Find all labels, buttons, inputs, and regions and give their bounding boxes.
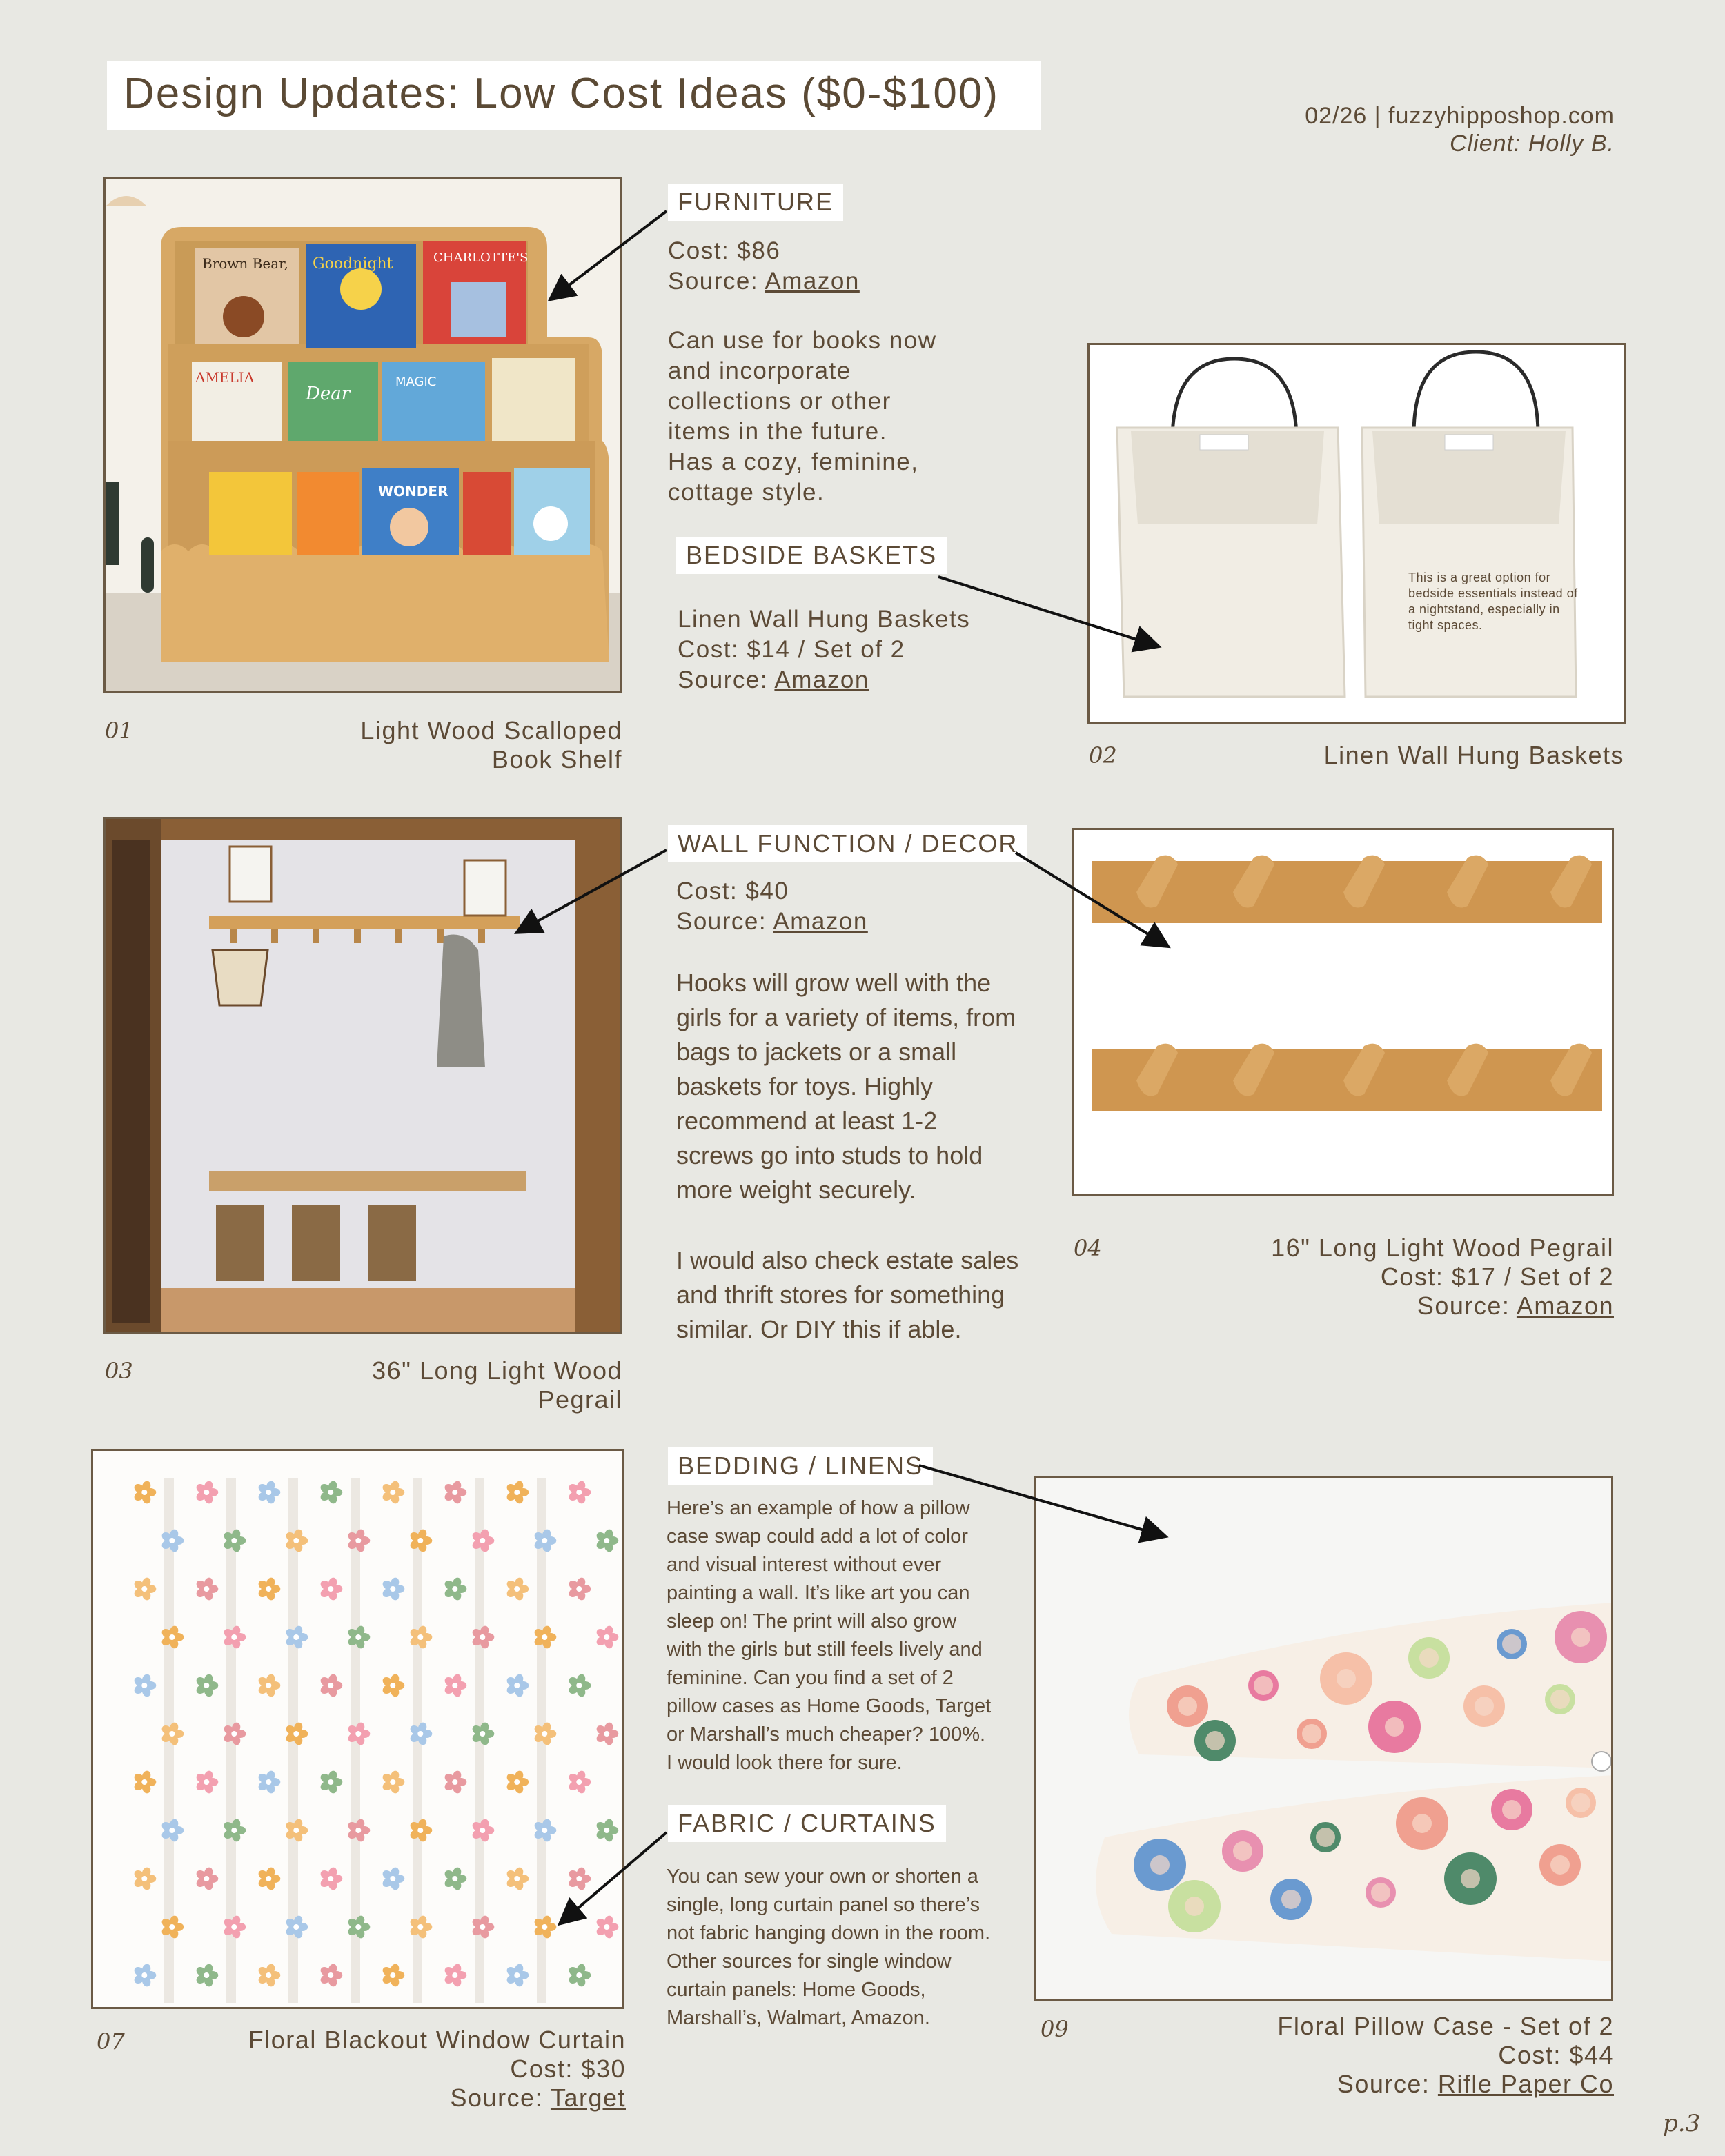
item-number: 07 xyxy=(97,2028,125,2055)
svg-text:Goodnight: Goodnight xyxy=(313,255,393,273)
wall-description-2 xyxy=(676,1243,1018,1347)
pegrail-room-image xyxy=(103,817,622,1334)
caption-line: Linen Wall Hung Baskets xyxy=(1323,741,1624,769)
fabric-description xyxy=(667,1863,990,2033)
desc-line: Other sources for single window xyxy=(667,1950,952,1972)
desc-line: You can sew your own or shorten a xyxy=(667,1866,978,1888)
wall-cost: Cost: $40 xyxy=(676,878,789,904)
pillow-caption xyxy=(1277,2012,1614,2099)
fabric-tag: FABRIC / CURTAINS xyxy=(668,1805,946,1842)
desc-line: or Marshall’s much cheaper? 100%. xyxy=(667,1723,986,1745)
svg-text:MAGIC: MAGIC xyxy=(395,375,437,389)
bookshelf-caption xyxy=(360,716,622,774)
furniture-tag: FURNITURE xyxy=(668,184,843,221)
desc-line: baskets for toys. Highly xyxy=(676,1072,934,1100)
item-number: 02 xyxy=(1089,742,1117,769)
desc-line: Has a cozy, feminine, xyxy=(668,448,919,475)
baskets-illustration xyxy=(1090,345,1626,724)
source-label: Source: xyxy=(1337,2070,1438,2098)
desc-line: collections or other xyxy=(668,388,891,415)
baskets-note: This is a great option for bedside essentials instead of a nightstand, especially in tight spaces. xyxy=(1408,571,1578,632)
desc-line: painting a wall. It’s like art you can xyxy=(667,1582,970,1604)
desc-line: and thrift stores for something xyxy=(676,1280,1005,1309)
page-title-box xyxy=(107,61,1041,130)
bedding-description xyxy=(667,1494,991,1777)
caption-source xyxy=(1277,2070,1614,2099)
caption-source xyxy=(1271,1292,1614,1321)
bookshelf-illustration xyxy=(106,179,622,693)
desc-line: single, long curtain panel so there’s xyxy=(667,1894,980,1916)
desc-line: and visual interest without ever xyxy=(667,1554,942,1576)
desc-line: more weight securely. xyxy=(676,1176,916,1204)
curtain-caption xyxy=(248,2026,626,2113)
baskets-caption xyxy=(1324,741,1624,770)
curtain-illustration xyxy=(93,1451,624,2009)
pegrail-image xyxy=(1072,828,1614,1196)
source-label: Source: xyxy=(678,666,775,693)
item-number: 04 xyxy=(1074,1235,1102,1261)
desc-line: I would look there for sure. xyxy=(667,1752,903,1774)
item-number: 09 xyxy=(1041,2016,1069,2042)
item-number: 03 xyxy=(105,1358,133,1384)
desc-line: not fabric hanging down in the room. xyxy=(667,1922,991,1944)
furniture-source xyxy=(668,266,860,297)
wall-description xyxy=(676,966,1016,1207)
client-name: Client: Holly B. xyxy=(1450,130,1615,157)
caption-line: 36" Long Light Wood xyxy=(372,1356,622,1385)
item-number: 01 xyxy=(105,718,133,744)
date-site: 02/26 | fuzzyhipposhop.com xyxy=(1305,103,1615,129)
desc-line: with the girls but still feels lively and xyxy=(667,1639,983,1661)
amazon-link[interactable]: Amazon xyxy=(765,268,860,295)
baskets-tag: BEDSIDE BASKETS xyxy=(676,537,947,574)
desc-line: recommend at least 1-2 xyxy=(676,1107,938,1135)
desc-line: cottage style. xyxy=(668,479,825,506)
desc-line: bags to jackets or a small xyxy=(676,1038,957,1066)
desc-line: Can use for books now xyxy=(668,327,937,354)
caption-line: Floral Blackout Window Curtain xyxy=(248,2026,626,2054)
desc-line: girls for a variety of items, from xyxy=(676,1003,1016,1031)
svg-text:Dear: Dear xyxy=(306,384,351,404)
page-title: Design Updates: Low Cost Ideas ($0-$100) xyxy=(124,70,999,117)
source-label: Source: xyxy=(668,268,765,295)
source-label: Source: xyxy=(450,2084,551,2112)
bookshelf-image xyxy=(103,177,622,693)
baskets-image xyxy=(1087,343,1626,724)
desc-line: items in the future. xyxy=(668,418,887,445)
furniture-description xyxy=(668,326,936,508)
wall-tag: WALL FUNCTION / DECOR xyxy=(668,825,1027,862)
caption-line: Cost: $44 xyxy=(1498,2041,1614,2069)
pillow-illustration xyxy=(1036,1478,1613,2001)
desc-line: Marshall’s, Walmart, Amazon. xyxy=(667,2007,930,2029)
curtain-image xyxy=(91,1449,624,2009)
desc-line: pillow cases as Home Goods, Target xyxy=(667,1695,992,1717)
caption-line: Book Shelf xyxy=(491,745,622,773)
caption-line: Floral Pillow Case - Set of 2 xyxy=(1277,2012,1614,2040)
wall-source xyxy=(676,907,868,937)
desc-line: I would also check estate sales xyxy=(676,1246,1019,1274)
pegrail-illustration xyxy=(1074,830,1614,1196)
source-label: Source: xyxy=(676,908,773,935)
caption-line: 16" Long Light Wood Pegrail xyxy=(1271,1234,1614,1262)
desc-line: curtain panels: Home Goods, xyxy=(667,1979,926,2001)
desc-line: similar. Or DIY this if able. xyxy=(676,1315,962,1343)
amazon-link[interactable]: Amazon xyxy=(1516,1292,1614,1320)
rifle-paper-link[interactable]: Rifle Paper Co xyxy=(1437,2070,1614,2098)
bedding-tag: BEDDING / LINENS xyxy=(668,1447,933,1485)
desc-line: feminine. Can you find a set of 2 xyxy=(667,1667,954,1689)
baskets-info xyxy=(678,604,970,695)
pegrail-room-caption xyxy=(372,1356,622,1414)
pegrail-room-illustration xyxy=(106,819,622,1334)
pegrail-caption xyxy=(1271,1234,1614,1321)
page-number: p.3 xyxy=(1663,2110,1701,2137)
desc-line: screws go into studs to hold xyxy=(676,1141,983,1169)
amazon-link[interactable]: Amazon xyxy=(773,908,868,935)
pillow-image xyxy=(1034,1476,1613,2001)
furniture-cost: Cost: $86 xyxy=(668,237,781,264)
caption-line: Cost: $30 xyxy=(510,2055,626,2083)
caption-line: Cost: $17 / Set of 2 xyxy=(1380,1263,1614,1291)
svg-text:AMELIA: AMELIA xyxy=(195,369,255,386)
target-link[interactable]: Target xyxy=(550,2084,626,2112)
svg-text:WONDER: WONDER xyxy=(378,483,448,500)
svg-text:CHARLOTTE'S: CHARLOTTE'S xyxy=(433,250,529,265)
svg-text:Brown Bear,: Brown Bear, xyxy=(202,255,288,272)
carousel-next-icon xyxy=(1592,1752,1611,1771)
baskets-name: Linen Wall Hung Baskets xyxy=(678,606,971,633)
baskets-source xyxy=(678,665,970,695)
desc-line: Hooks will grow well with the xyxy=(676,969,992,997)
amazon-link[interactable]: Amazon xyxy=(774,666,869,693)
caption-source xyxy=(248,2084,626,2113)
desc-line: case swap could add a lot of color xyxy=(667,1525,968,1547)
desc-line: Here’s an example of how a pillow xyxy=(667,1497,970,1519)
caption-line: Pegrail xyxy=(538,1385,622,1414)
baskets-cost: Cost: $14 / Set of 2 xyxy=(678,636,905,663)
desc-line: sleep on! The print will also grow xyxy=(667,1610,957,1632)
source-label: Source: xyxy=(1417,1292,1517,1320)
caption-line: Light Wood Scalloped xyxy=(360,716,622,744)
desc-line: and incorporate xyxy=(668,357,851,384)
